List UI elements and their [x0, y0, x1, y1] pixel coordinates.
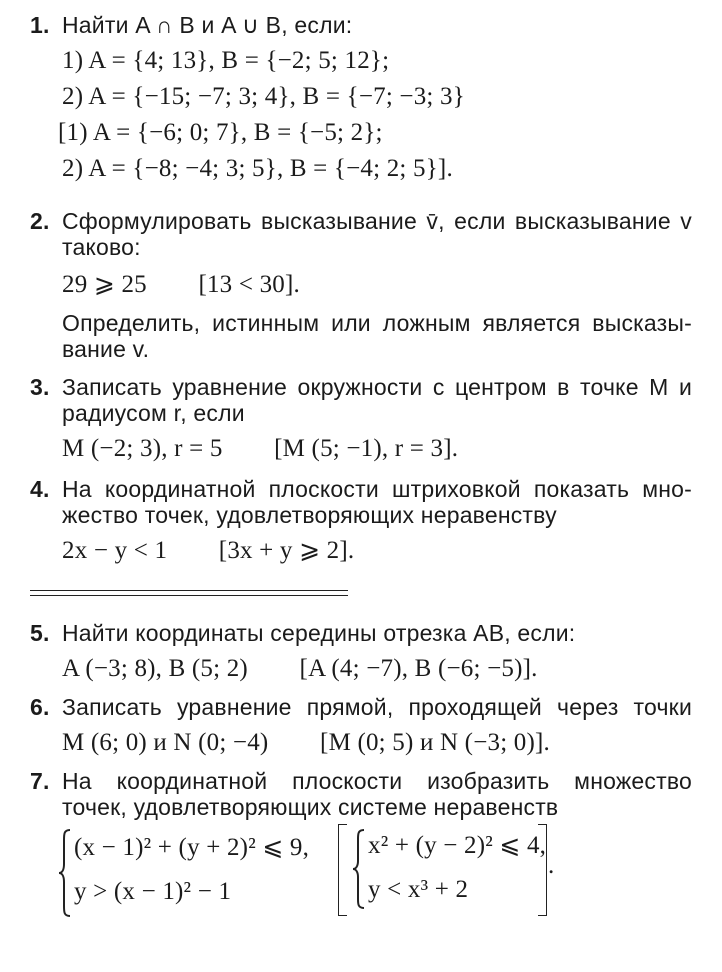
system-2-end-period: . [548, 852, 555, 879]
problem-5-number: 5. [30, 620, 50, 646]
problem-1-number: 1. [30, 12, 50, 38]
problem-1-item-1: 1) A = {4; 13}, B = {−2; 5; 12}; [62, 47, 390, 74]
system-1-inequality-1: (x − 1)² + (y + 2)² ⩽ 9, [74, 834, 310, 861]
problem-7-number: 7. [30, 768, 50, 794]
problem-3-number: 3. [30, 374, 50, 400]
system-2-inequality-2: y < x³ + 2 [368, 876, 469, 903]
left-square-bracket [338, 824, 347, 916]
problem-7-text-line-1: На координатной плоскости изобразить множество [62, 768, 692, 794]
problem-1-item-2: 2) A = {−15; −7; 3; 4}, B = {−7; −3; 3} [62, 83, 465, 110]
problem-3-text-line-2: радиусом r, если [62, 400, 245, 426]
problem-2-expression: 29 ⩾ 25 [13 < 30]. [62, 271, 300, 298]
problem-2-text-line-2: таково: [62, 234, 141, 260]
curly-brace-icon [352, 828, 366, 910]
system-1-inequality-2: y > (x − 1)² − 1 [74, 878, 232, 905]
problem-4-text-line-2: жество точек, удовлетворяющих неравенству [62, 502, 557, 528]
problem-1-title: Найти A ∩ B и A ∪ B, если: [62, 12, 353, 38]
problem-1-item-4: 2) A = {−8; −4; 3; 5}, B = {−4; 2; 5}]. [62, 155, 453, 182]
problem-2-question-line-2: вание v. [62, 336, 150, 362]
problem-2-question-line-1: Определить, истинным или ложным является высказы- [62, 310, 692, 336]
section-divider-top [30, 590, 348, 591]
problem-3-expression: M (−2; 3), r = 5 [M (5; −1), r = 3]. [62, 435, 459, 462]
problem-1-item-3: [1) A = {−6; 0; 7}, B = {−5; 2}; [58, 119, 383, 146]
problem-5-expression: A (−3; 8), B (5; 2) [A (4; −7), B (−6; −5)]. [62, 655, 538, 682]
curly-brace-icon [58, 828, 72, 918]
problem-6-number: 6. [30, 694, 50, 720]
problem-7-text-line-2: точек, удовлетворяющих системе неравенств [62, 794, 559, 820]
problem-6-text: Записать уравнение прямой, проходящей через точки [62, 694, 692, 720]
problem-3-text-line-1: Записать уравнение окружности с центром в точке M и [62, 374, 692, 400]
problem-6-expression: M (6; 0) и N (0; −4) [M (0; 5) и N (−3; 0)]. [62, 729, 551, 756]
problem-2-number: 2. [30, 208, 50, 234]
problem-5-text: Найти координаты середины отрезка AB, если: [62, 620, 576, 646]
right-square-bracket [538, 824, 547, 916]
problem-2-text-line-1: Сформулировать высказывание v̄, если высказывание v [62, 208, 692, 234]
system-2-inequality-1: x² + (y − 2)² ⩽ 4, [368, 832, 547, 859]
section-divider-bottom [30, 595, 348, 596]
problem-4-text-line-1: На координатной плоскости штриховкой показать мно- [62, 476, 692, 502]
problem-4-expression: 2x − y < 1 [3x + y ⩾ 2]. [62, 537, 355, 564]
problem-4-number: 4. [30, 476, 50, 502]
